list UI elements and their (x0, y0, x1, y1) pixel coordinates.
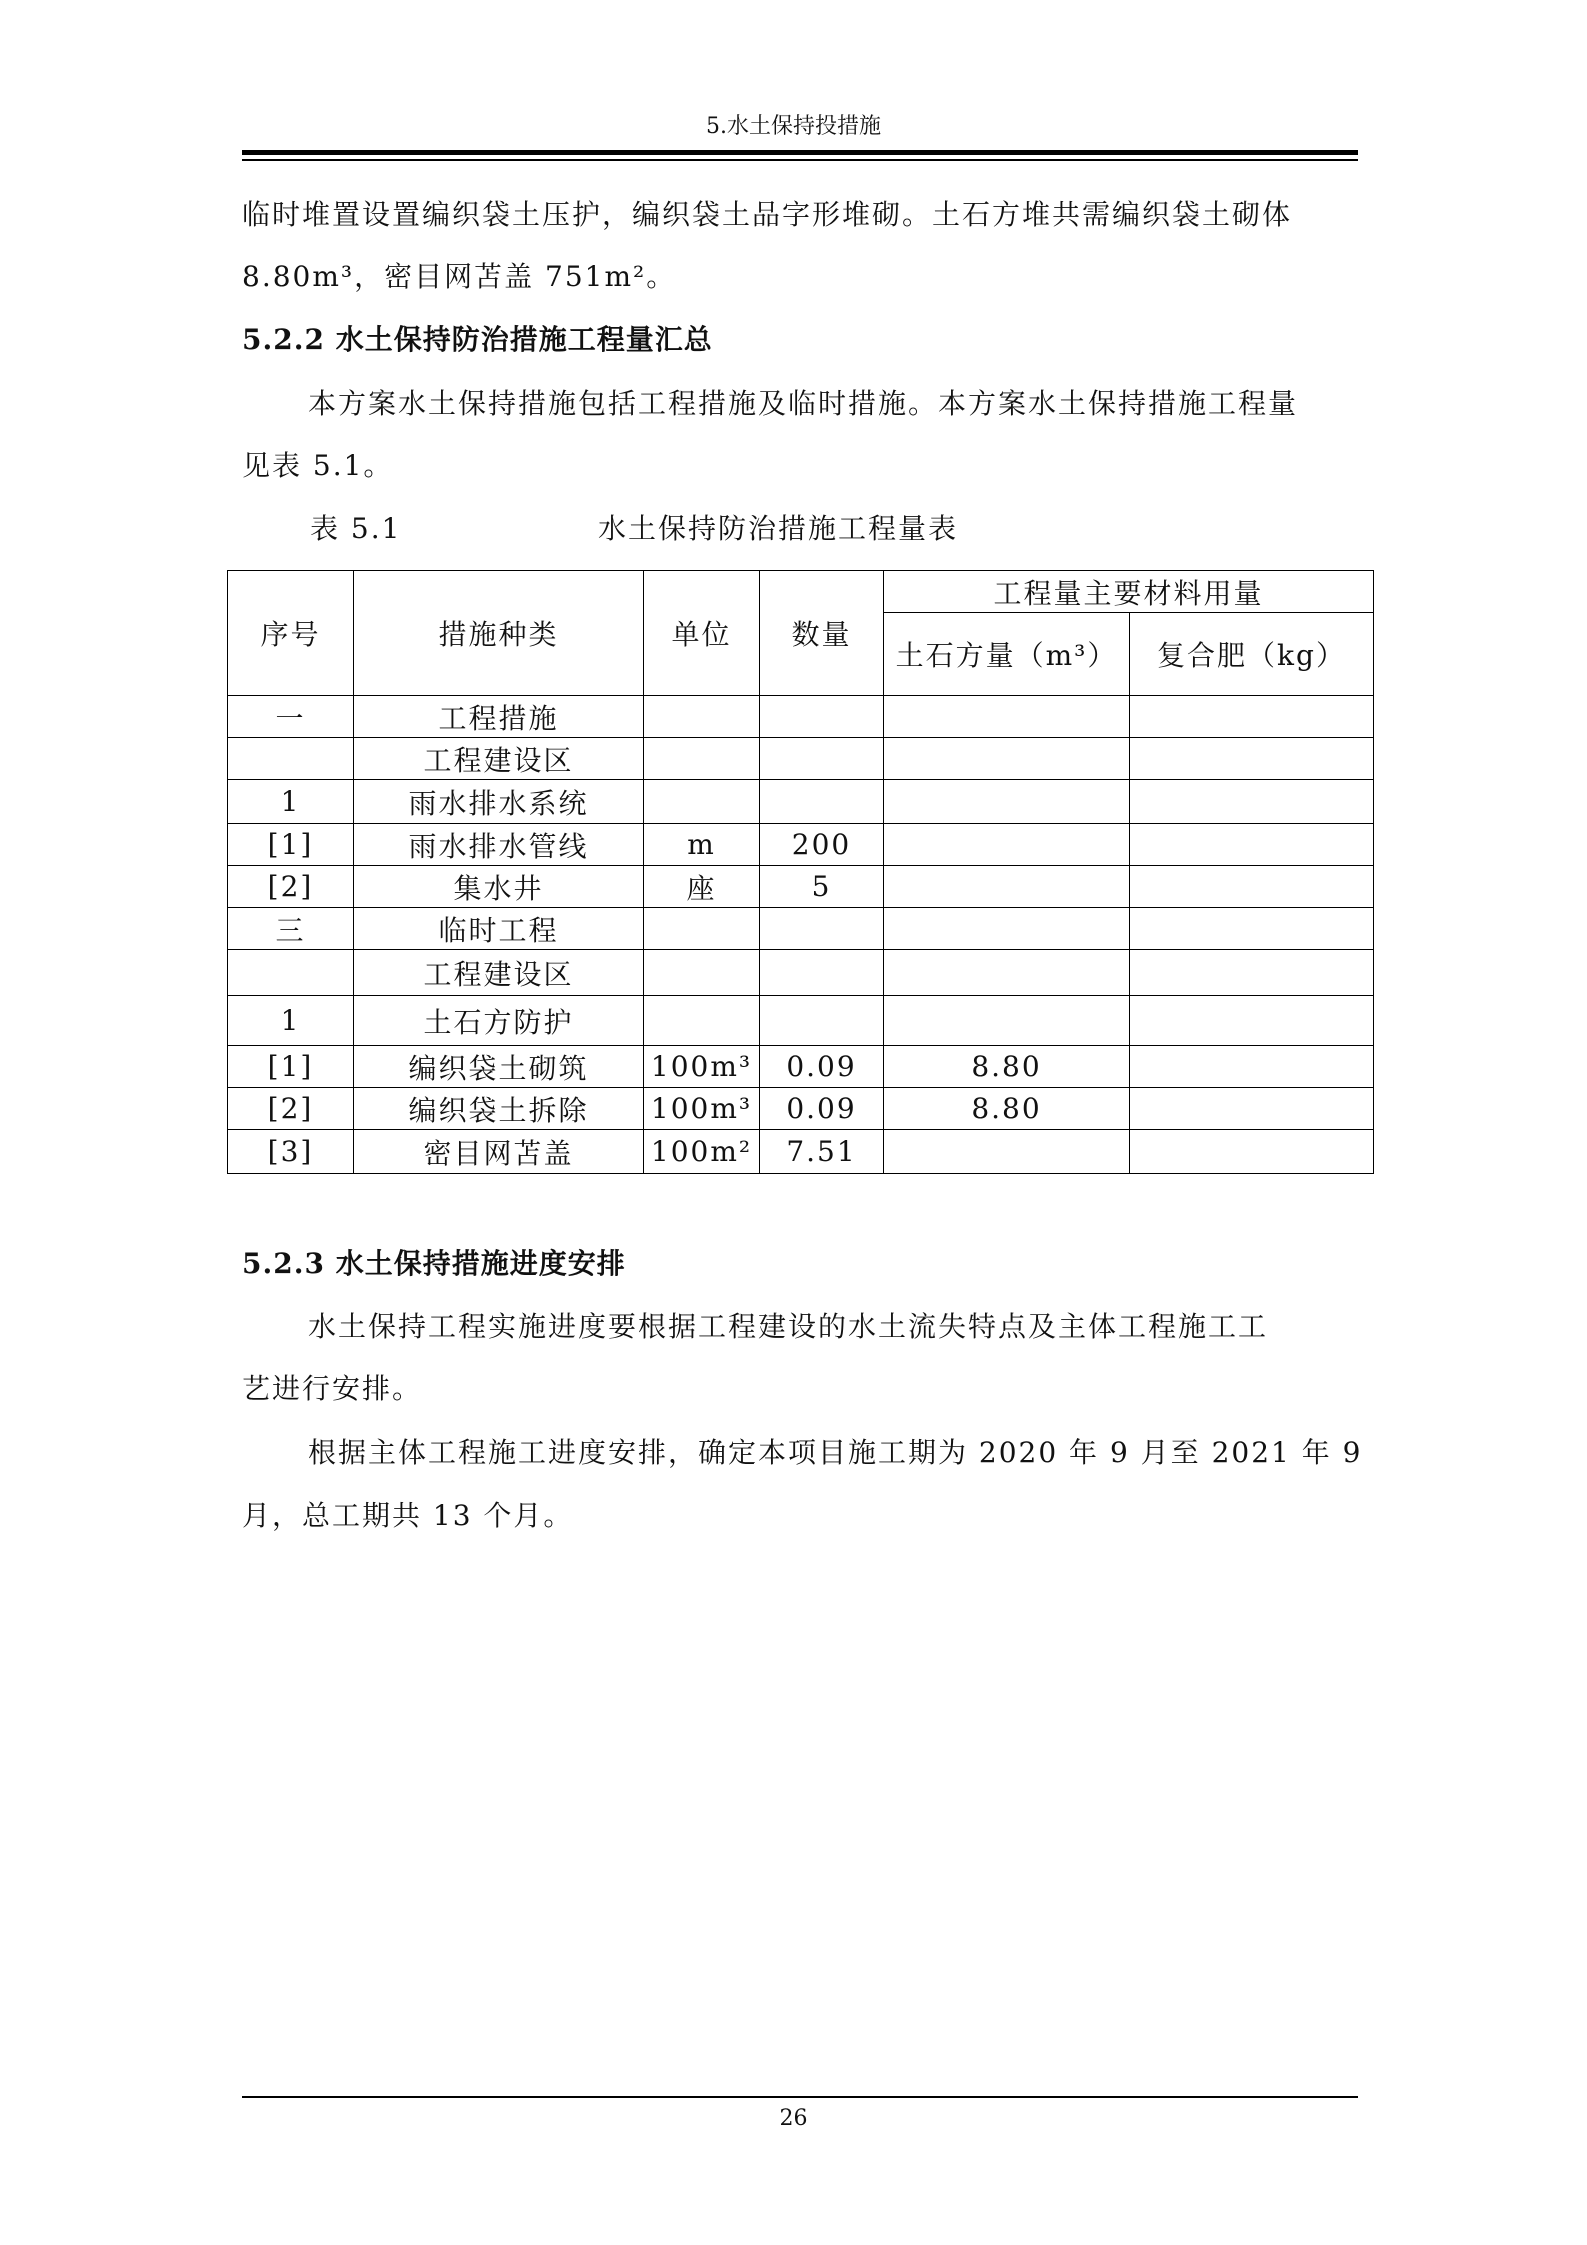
cell-measure: 工程措施 (354, 696, 644, 738)
cell-unit: m (644, 824, 760, 866)
cell-earthwork (884, 696, 1130, 738)
cell-unit (644, 696, 760, 738)
table-row (228, 996, 1374, 1046)
cell-measure: 临时工程 (354, 908, 644, 950)
cell-earthwork (884, 866, 1130, 908)
table-caption-title: 水土保持防治措施工程量表 (598, 512, 959, 545)
cell-earthwork (884, 824, 1130, 866)
header-fertilizer: 复合肥（kg） (1130, 613, 1374, 696)
cell-quantity: 7.51 (760, 1130, 884, 1174)
cell-quantity (760, 696, 884, 738)
measures-table (227, 570, 1374, 1174)
page-number: 26 (779, 2106, 808, 2131)
header-seq: 序号 (228, 571, 354, 696)
cell-seq: 1 (228, 996, 354, 1046)
header-measure: 措施种类 (354, 571, 644, 696)
cell-earthwork: 8.80 (884, 1046, 1130, 1088)
cell-unit (644, 780, 760, 824)
cell-fertilizer (1130, 780, 1374, 824)
cell-quantity (760, 738, 884, 780)
cell-quantity: 5 (760, 866, 884, 908)
cell-earthwork (884, 996, 1130, 1046)
section-5-2-3-para2-line-2: 月，总工期共 13 个月。 (242, 1499, 574, 1532)
section-5-2-2-para-line-1: 本方案水土保持措施包括工程措施及临时措施。本方案水土保持措施工程量 (308, 387, 1299, 420)
table-row (228, 1088, 1374, 1130)
section-5-2-3-heading: 5.2.3 水土保持措施进度安排 (242, 1247, 626, 1280)
table-body (228, 571, 1374, 1174)
header-unit: 单位 (644, 571, 760, 696)
cell-earthwork (884, 738, 1130, 780)
header-rule-thin (242, 159, 1358, 161)
table-row (228, 950, 1374, 996)
table-row (228, 824, 1374, 866)
cell-measure: 集水井 (354, 866, 644, 908)
cell-measure: 工程建设区 (354, 738, 644, 780)
cell-quantity (760, 996, 884, 1046)
cell-unit: 100m³ (644, 1046, 760, 1088)
cell-seq: [2] (228, 1088, 354, 1130)
table-row (228, 866, 1374, 908)
cell-earthwork (884, 780, 1130, 824)
header-rule-thick (242, 150, 1358, 155)
cell-earthwork: 8.80 (884, 1088, 1130, 1130)
cell-earthwork (884, 1130, 1130, 1174)
cell-measure: 雨水排水系统 (354, 780, 644, 824)
cell-fertilizer (1130, 908, 1374, 950)
cell-measure: 编织袋土砌筑 (354, 1046, 644, 1088)
cell-measure: 土石方防护 (354, 996, 644, 1046)
cell-quantity: 0.09 (760, 1046, 884, 1088)
header-quantity: 数量 (760, 571, 884, 696)
cell-fertilizer (1130, 1130, 1374, 1174)
cell-seq (228, 950, 354, 996)
cell-earthwork (884, 950, 1130, 996)
cell-quantity (760, 908, 884, 950)
table-row (228, 780, 1374, 824)
section-5-2-2-para-line-2: 见表 5.1。 (242, 449, 394, 482)
cell-unit: 座 (644, 866, 760, 908)
cell-unit: 100m³ (644, 1088, 760, 1130)
cell-measure: 雨水排水管线 (354, 824, 644, 866)
cell-measure: 编织袋土拆除 (354, 1088, 644, 1130)
table-header-row-1 (228, 571, 1374, 613)
table-row (228, 696, 1374, 738)
table-row (228, 908, 1374, 950)
table-caption-number: 表 5.1 (310, 512, 402, 545)
cell-quantity: 0.09 (760, 1088, 884, 1130)
cell-measure: 密目网苫盖 (354, 1130, 644, 1174)
cell-fertilizer (1130, 950, 1374, 996)
cell-unit (644, 996, 760, 1046)
cell-seq: 三 (228, 908, 354, 950)
cell-seq: [2] (228, 866, 354, 908)
running-header: 5.水土保持投措施 (706, 114, 881, 139)
cell-quantity: 200 (760, 824, 884, 866)
cell-fertilizer (1130, 1088, 1374, 1130)
header-earthwork: 土石方量（m³） (884, 613, 1130, 696)
table-row (228, 738, 1374, 780)
intro-line-2: 8.80m³，密目网苫盖 751m²。 (242, 260, 677, 293)
table-row (228, 1130, 1374, 1174)
cell-earthwork (884, 908, 1130, 950)
section-5-2-3-para1-line-2: 艺进行安排。 (242, 1372, 423, 1405)
cell-quantity (760, 950, 884, 996)
section-5-2-2-heading: 5.2.2 水土保持防治措施工程量汇总 (242, 323, 713, 356)
cell-fertilizer (1130, 738, 1374, 780)
cell-seq: [1] (228, 1046, 354, 1088)
section-5-2-3-para2-line-1: 根据主体工程施工进度安排，确定本项目施工期为 2020 年 9 月至 2021 年 9 (308, 1436, 1363, 1469)
intro-line-1: 临时堆置设置编织袋土压护，编织袋土品字形堆砌。土石方堆共需编织袋土砌体 (242, 198, 1293, 231)
table-row (228, 1046, 1374, 1088)
cell-fertilizer (1130, 866, 1374, 908)
cell-fertilizer (1130, 824, 1374, 866)
section-5-2-3-para1-line-1: 水土保持工程实施进度要根据工程建设的水土流失特点及主体工程施工工 (308, 1310, 1269, 1343)
cell-fertilizer (1130, 996, 1374, 1046)
footer-rule (242, 2096, 1358, 2098)
cell-quantity (760, 780, 884, 824)
cell-seq: 1 (228, 780, 354, 824)
cell-seq: 一 (228, 696, 354, 738)
cell-seq: [3] (228, 1130, 354, 1174)
cell-unit (644, 738, 760, 780)
cell-measure: 工程建设区 (354, 950, 644, 996)
cell-seq (228, 738, 354, 780)
header-materials: 工程量主要材料用量 (884, 571, 1374, 613)
cell-unit (644, 908, 760, 950)
cell-unit: 100m² (644, 1130, 760, 1174)
cell-fertilizer (1130, 1046, 1374, 1088)
cell-fertilizer (1130, 696, 1374, 738)
cell-seq: [1] (228, 824, 354, 866)
cell-unit (644, 950, 760, 996)
